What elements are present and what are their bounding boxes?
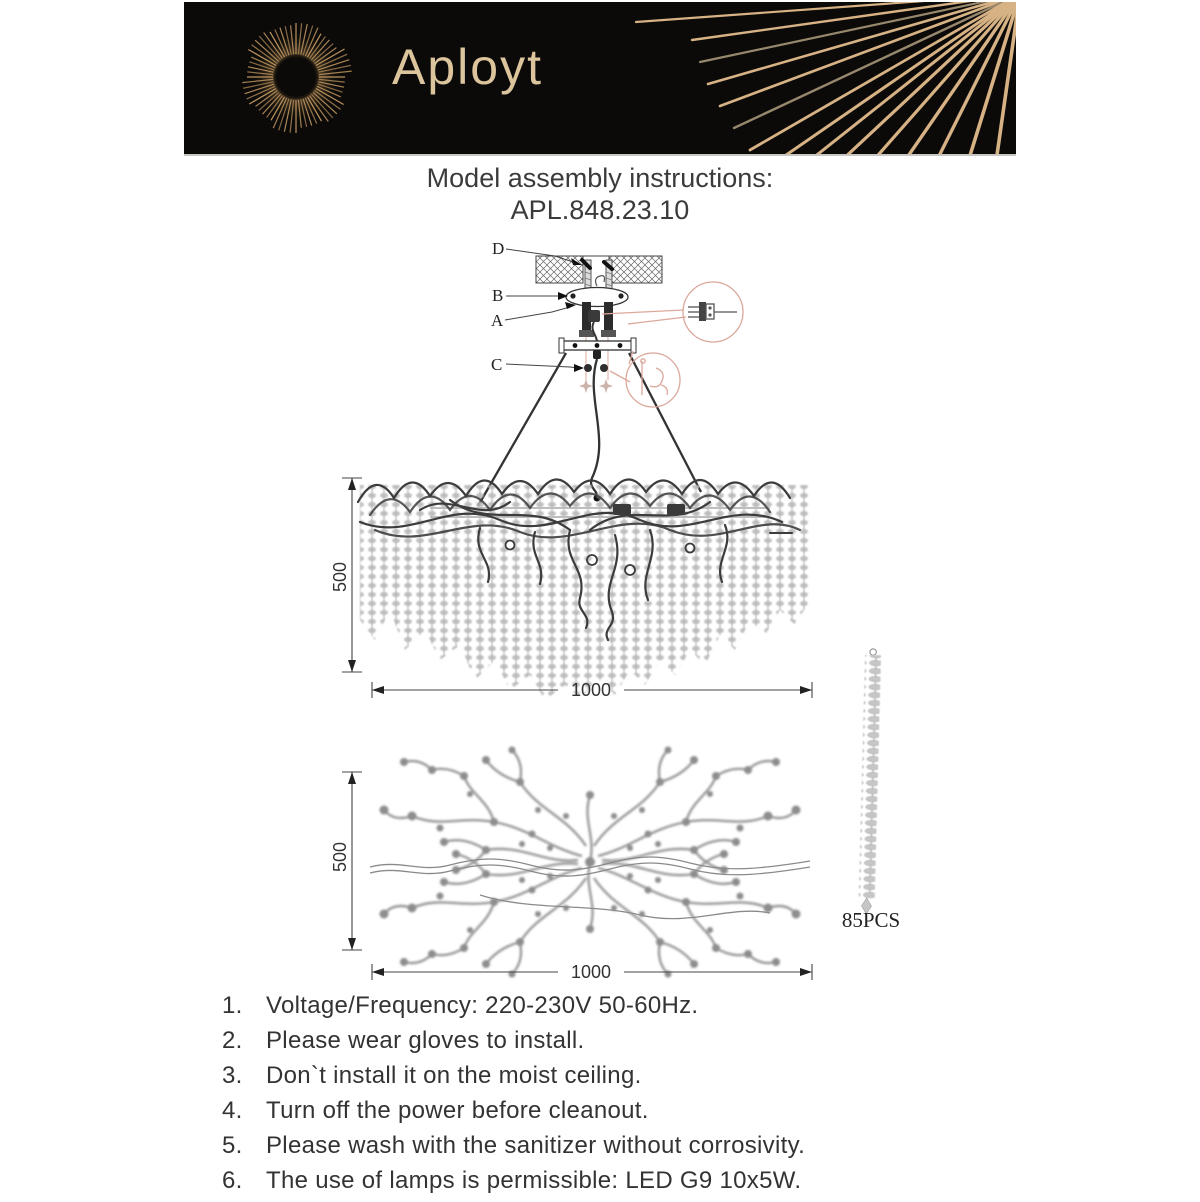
instruction-item	[222, 1132, 805, 1167]
instruction-item	[222, 1097, 805, 1132]
top-width-dimension: 1000	[570, 962, 612, 982]
label-b: B	[492, 286, 504, 305]
instruction-item	[222, 992, 805, 1027]
connector-detail	[688, 302, 737, 321]
instruction-number: 5.	[222, 1132, 243, 1159]
crystal-strand	[858, 649, 881, 915]
instructions-list	[222, 992, 805, 1202]
instruction-number: 2.	[222, 1027, 243, 1054]
chandelier-front-view	[330, 478, 812, 700]
brand-banner	[184, 2, 1016, 156]
label-a: A	[491, 311, 504, 330]
front-height-dimension: 500	[330, 561, 350, 592]
instruction-number: 4.	[222, 1097, 243, 1124]
page-title-block	[0, 162, 1200, 226]
instruction-text: Turn off the power before cleanout.	[266, 1097, 649, 1124]
top-height-dimension: 500	[330, 841, 350, 872]
brand-name: Aployt	[392, 39, 543, 95]
instruction-text: Please wash with the sanitizer without corrosivity.	[266, 1132, 806, 1159]
instruction-text: The use of lamps is permissible: LED G9 10x5W.	[266, 1167, 802, 1194]
instruction-number: 3.	[222, 1062, 243, 1089]
front-width-dimension: 1000	[570, 680, 612, 700]
strand-count-label: 85PCS	[841, 908, 901, 932]
starburst-logo-icon	[228, 8, 362, 148]
canopy-bar	[559, 338, 636, 359]
instruction-text: Please wear gloves to install.	[266, 1027, 585, 1054]
ray-fan-decoration	[636, 2, 1016, 154]
instruction-number: 6.	[222, 1167, 243, 1194]
instruction-text: Voltage/Frequency: 220-230V 50-60Hz.	[266, 992, 699, 1019]
hook-detail	[641, 359, 668, 395]
page-title: Model assembly instructions:	[426, 163, 774, 193]
instruction-text: Don`t install it on the moist ceiling.	[266, 1062, 642, 1089]
instruction-item	[222, 1027, 805, 1062]
instruction-number: 1.	[222, 992, 243, 1019]
mount-and-front-view-diagram	[330, 230, 830, 710]
model-number: APL.848.23.10	[510, 195, 690, 225]
instruction-item	[222, 1167, 805, 1202]
crystal-strand-figure	[833, 643, 923, 943]
chandelier-top-view-diagram	[330, 735, 830, 990]
instruction-item	[222, 1062, 805, 1097]
label-c: C	[491, 355, 503, 374]
branch-network	[380, 747, 801, 978]
ceiling-mount-assembly	[478, 239, 743, 506]
label-d: D	[492, 239, 505, 258]
ceiling-slab	[536, 256, 662, 283]
banner-decor	[184, 2, 1016, 154]
